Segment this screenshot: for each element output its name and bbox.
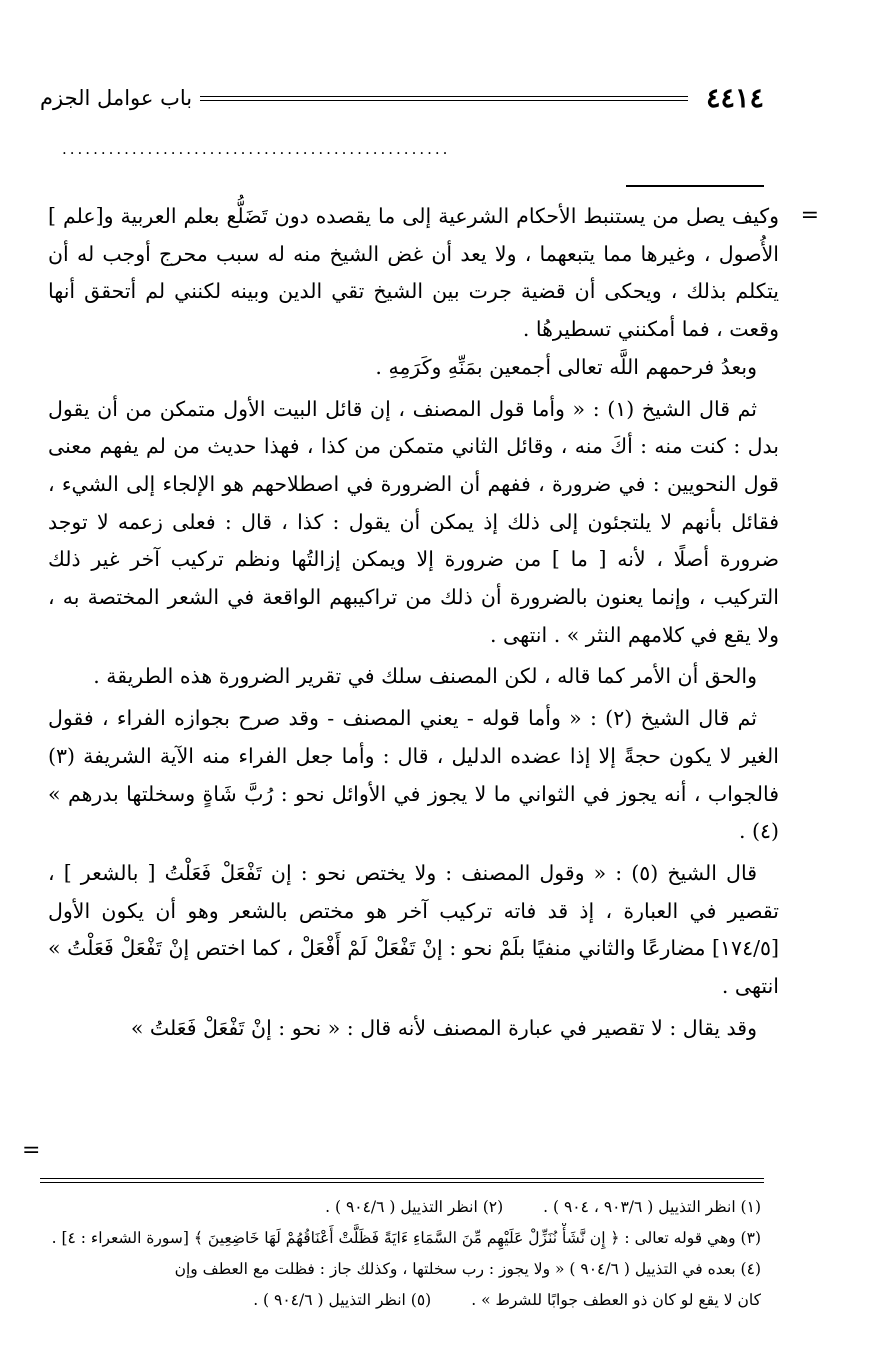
continuation-mark-start: = bbox=[800, 203, 819, 228]
header-rule bbox=[200, 96, 688, 101]
footnote-1: (١) انظر التذييل ( ٩٠٣/٦ ، ٩٠٤ ) . bbox=[543, 1198, 761, 1216]
chapter-title: باب عوامل الجزم bbox=[40, 86, 193, 110]
main-text bbox=[48, 198, 779, 1047]
page-header bbox=[40, 78, 764, 118]
paragraph-2: وبعدُ فرحمهم اللَّه تعالى أجمعين بمَنِّهِ وكَرَمِهِ . bbox=[375, 354, 757, 379]
continuation-mark-end: = bbox=[22, 1138, 41, 1163]
footnote-2: (٢) انظر التذييل ( ٩٠٤/٦ ) . bbox=[325, 1198, 504, 1216]
separator-dots: .................................................. bbox=[62, 140, 451, 158]
footnote-row-4 bbox=[40, 1285, 761, 1316]
paragraph-5: ثم قال الشيخ (٢) : « وأما قوله - يعني المصنف - وقد صرح بجوازه الفراء ، فقول الغير لا يكون حجةً إلا إذا عضده الدليل ، قال : وأما جعل الفراء منه الآية الشريفة (٣) فالجواب ، أنه يجوز في الثواني ما لا يجوز في الأوائل نحو : رُبَّ شَاةٍ وسخلتها بدرهم » (٤) . bbox=[48, 706, 779, 844]
paragraph-6: قال الشيخ (٥) : « وقول المصنف : ولا يختص نحو : إن تَفْعَلْ فَعَلْتُ [ بالشعر ] ، تقصير في العبارة ، إذ قد فاته تركيب آخر هو مختص بالشعر وهو أن يكون الأول [١٧٤/٥] مضارعًا والثاني منفيًا بلَمْ نحو : إنْ تَفْعَلْ لَمْ أَفْعَلْ ، كما اختص إنْ تَفْعَلْ فَعَلْتُ » انتهى . bbox=[48, 860, 779, 999]
paragraph-4: والحق أن الأمر كما قاله ، لكن المصنف سلك في تقرير الضرورة هذه الطريقة . bbox=[93, 664, 757, 689]
footnote-3: (٣) وهي قوله تعالى : ﴿ إِن نَّشَأْ نُنَزِّلْ عَلَيْهِم مِّنَ السَّمَاءِ ءَايَةً فَظَلَّتْ أَعْنَاقُهُمْ لَهَا خَاضِعِينَ ﴾ [سورة الشعراء : ٤] . bbox=[51, 1229, 761, 1247]
page-number: ٤٤١٤ bbox=[705, 82, 764, 114]
short-rule bbox=[626, 185, 764, 187]
footnote-4b: كان لا يقع لو كان ذو العطف جوابًا للشرط » . bbox=[471, 1291, 761, 1309]
footnote-rule bbox=[40, 1178, 764, 1183]
paragraph-7: وقد يقال : لا تقصير في عبارة المصنف لأنه قال : « نحو : إنْ تَفْعَلْ فَعَلتُ » bbox=[130, 1015, 757, 1040]
paragraph-1: وكيف يصل من يستنبط الأحكام الشرعية إلى ما يقصده دون تَضَلُّع بعلم العربية و[علم ] الأُصول ، وغيرها مما يتبعهما ، ولا يعد أن غض الشيخ منه له سبب محرج أوجب له أن يتكلم بذلك ، ويحكى أن قضية جرت بين الشيخ تقي الدين وبينه لكنني لم أتحقق أنها وقعت ، فما أمكنني تسطيرهُا . bbox=[48, 204, 779, 342]
paragraph-3: ثم قال الشيخ (١) : « وأما قول المصنف ، إن قائل البيت الأول متمكن من أن يقول بدل : كنت منه : أكَ منه ، وقائل الثاني متمكن من كذا ، فهذا حديث من لم يفهم معنى قول النحويين : في ضرورة ، ففهم أن الضرورة في اصطلاحهم هو الإلجاء إلى الشيء ، فقائل بأنهم لا يلتجئون إلى ذلك إذ يمكن أن يقول : كذا ، قال : فعلى زعمه لا توجد ضرورة أصلًا ، لأنه [ ما ] من ضرورة إلا ويمكن إزالتُها ونظم تركيب آخر غير ذلك التركيب ، وإنما يعنون بالضرورة أن ذلك من تراكيبهم الواقعة في الشعر المختصة به ، ولا يقع في كلامهم النثر » . انتهى . bbox=[48, 396, 779, 647]
footnote-row-1 bbox=[40, 1192, 761, 1223]
footnote-4a: (٤) بعده في التذييل ( ٩٠٤/٦ ) « ولا يجوز : رب سخلتها ، وكذلك جاز : فظلت مع العطف وإن bbox=[174, 1260, 761, 1278]
footnotes bbox=[40, 1192, 761, 1316]
footnote-5: (٥) انظر التذييل ( ٩٠٤/٦ ) . bbox=[253, 1291, 432, 1309]
